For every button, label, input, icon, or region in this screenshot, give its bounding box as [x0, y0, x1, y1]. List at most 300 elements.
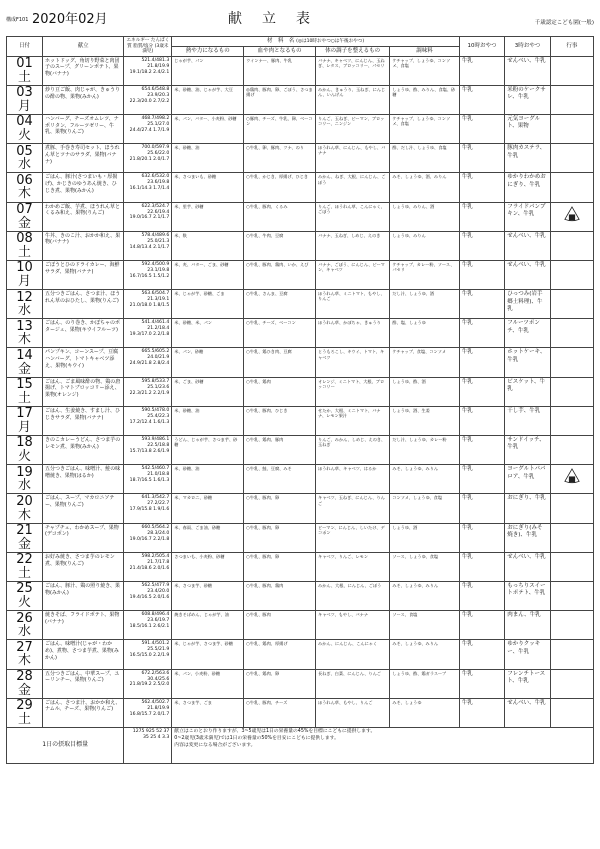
- weekday: 火: [17, 449, 31, 465]
- day-number: 04: [16, 114, 33, 130]
- green-foods-cell: ほうれん草、キャベツ、はるか: [316, 465, 390, 494]
- energy-cell: 590.5/478.0 25.4/22.3 17.2/12.4 1.6/1.3: [124, 406, 172, 435]
- red-foods-cell: ○牛乳、豚肉、鶏肉: [244, 581, 316, 610]
- am-snack-cell: 牛乳: [459, 377, 505, 406]
- green-foods-cell: ほうれん草、にんじん、もやし、バナナ: [316, 144, 390, 173]
- green-foods-cell: ほうれん草、ミニトマト、もやし、りんご: [316, 290, 390, 319]
- am-snack-cell: 牛乳: [459, 436, 505, 465]
- seasoning-cell: しょうゆ、酒、生姜: [390, 406, 459, 435]
- yellow-foods-cell: 米、麩: [172, 231, 244, 260]
- menu-cell: ごぼうとひのドライカレー、海鮮サラダ、果物(バナナ): [42, 260, 123, 289]
- pm-snack-cell: せんべい、牛乳: [505, 56, 551, 85]
- yellow-foods-cell: 米、砂糖、米、パン: [172, 319, 244, 348]
- date-cell: [7, 465, 43, 494]
- pm-snack-cell: 米粉のケークサレ、牛乳: [505, 85, 551, 114]
- menu-cell: パンプキン、コーンスープ、豆腐ハンバーグ、トマトキャベツ添え、果物(キウイ): [42, 348, 123, 377]
- col-event: 行事: [550, 37, 593, 57]
- day-number: 17: [16, 406, 33, 422]
- event-cell: [550, 523, 593, 552]
- energy-cell: 660.5/564.2 28.3/24.0 19.0/16.7 2.2/1.8: [124, 523, 172, 552]
- energy-cell: 542.5/460.7 21.0/18.8 18.7/16.5 1.6/1.3: [124, 465, 172, 494]
- day-row: [7, 494, 594, 523]
- event-cell: [550, 581, 593, 610]
- green-foods-cell: りんご、玉ねぎ、ピーマン、ブロッコリー、ニンジン: [316, 114, 390, 143]
- date-cell: [7, 698, 43, 727]
- red-foods-cell: ○牛乳、卵、豚肉、ツナ、のり: [244, 144, 316, 173]
- pm-snack-cell: ひっつみ(岩手郷土料理)、牛乳: [505, 290, 551, 319]
- yellow-foods-cell: 米、パン、バター、小麦粉、砂糖: [172, 114, 244, 143]
- event-cell: [550, 611, 593, 640]
- weekday: 土: [17, 711, 31, 727]
- am-snack-cell: 牛乳: [459, 231, 505, 260]
- event-cell: [550, 144, 593, 173]
- green-foods-cell: オレンジ、ミニトマト、大根、ブロッコリー: [316, 377, 390, 406]
- green-foods-cell: キャベツ、りんご、レモン: [316, 552, 390, 581]
- green-foods-cell: バナナ、キャベツ、にんじん、玉ねぎ、レタス、ブロッコリー、パセリ: [316, 56, 390, 85]
- am-snack-cell: 牛乳: [459, 348, 505, 377]
- menu-cell: ハンバーグ、チーズオムレツ、ナポリタン、フルーツゼリー、牛乳、果物(りんご): [42, 114, 123, 143]
- col-yellow: 熱や力になるもの: [172, 47, 244, 57]
- day-row: [7, 114, 594, 143]
- energy-cell: 578.4/489.6 25.0/21.3 14.8/13.4 2.1/1.7: [124, 231, 172, 260]
- energy-cell: 608.8/496.4 23.6/19.7 18.5/16.1 2.6/2.1: [124, 611, 172, 640]
- energy-cell: 598.2/505.4 21.7/17.8 21.4/18.6 2.0/1.6: [124, 552, 172, 581]
- seasoning-cell: しょうゆ、みりん: [390, 231, 459, 260]
- date-cell: [7, 260, 43, 289]
- pm-snack-cell: 干し芋、牛乳: [505, 406, 551, 435]
- energy-cell: 468.7/498.2 25.1/27.0 24.4/27.4 1.7/1.9: [124, 114, 172, 143]
- weekday: 月: [17, 98, 31, 114]
- weekday: 水: [17, 478, 31, 494]
- am-snack-cell: 牛乳: [459, 698, 505, 727]
- yellow-foods-cell: 米、さつま芋、ごま: [172, 698, 244, 727]
- yellow-foods-cell: 米、春雨、ごま油、砂糖: [172, 523, 244, 552]
- menu-cell: ごはん、ごま風味酢の物、鶏の唐揚げ、トマトブロッコリー添え、果物(オレンジ): [42, 377, 123, 406]
- red-foods-cell: ○牛乳、豚肉、卵: [244, 552, 316, 581]
- energy-cell: 641.3/542.7 27.2/22.7 17.9/15.8 1.9/1.6: [124, 494, 172, 523]
- weekday: 土: [17, 390, 31, 406]
- menu-cell: 五分つきごはん、味噌汁、鮭の味噌焼き、果物(はるか): [42, 465, 123, 494]
- am-snack-cell: 牛乳: [459, 85, 505, 114]
- rice-ball-icon: [563, 468, 581, 484]
- pm-snack-cell: おにぎり、牛乳: [505, 494, 551, 523]
- yellow-foods-cell: 米、パン、小麦粉、砂糖: [172, 669, 244, 698]
- menu-cell: 五分つきごはん、中華スープ、ユーリンチー、果物(りんご): [42, 669, 123, 698]
- green-foods-cell: キャベツ、玉ねぎ、にんじん、りんご: [316, 494, 390, 523]
- yellow-foods-cell: 米、じゃが芋、砂糖、ごま: [172, 290, 244, 319]
- day-number: 06: [16, 172, 33, 188]
- weekday: 土: [17, 565, 31, 581]
- menu-cell: わかめご飯、芋煮、ほうれん草とくるみ和え、果物(りんご): [42, 202, 123, 231]
- seasoning-cell: ソース、食塩: [390, 611, 459, 640]
- am-snack-cell: 牛乳: [459, 173, 505, 202]
- menu-cell: ごはん、スープ、マカロニソテー、果物(りんご): [42, 494, 123, 523]
- date-cell: [7, 640, 43, 669]
- event-cell: [550, 260, 593, 289]
- seasoning-cell: しょうゆ、みりん、酒: [390, 202, 459, 231]
- seasoning-cell: ケチャップ、食塩、コンソメ: [390, 348, 459, 377]
- seasoning-cell: 酢、塩、しょうゆ: [390, 319, 459, 348]
- energy-cell: 654.6/548.8 23.9/20.3 22.3/20.0 2.7/2.2: [124, 85, 172, 114]
- seasoning-cell: しょうゆ、酢、みりん、食塩、砂糖: [390, 85, 459, 114]
- weekday: 水: [17, 157, 31, 173]
- green-foods-cell: りんご、みかん、しめじ、えのき、玉ねぎ: [316, 436, 390, 465]
- menu-cell: ホットドッグ、角切り野菜と肉団子のスープ、グリーンポテト、果物(バナナ): [42, 56, 123, 85]
- day-row: [7, 377, 594, 406]
- col-red: 血や肉となるもの: [244, 47, 316, 57]
- green-foods-cell: みかん、ねぎ、大根、にんじん、ごぼう: [316, 173, 390, 202]
- event-cell: [550, 290, 593, 319]
- am-snack-cell: 牛乳: [459, 523, 505, 552]
- weekday: 土: [17, 244, 31, 260]
- seasoning-cell: しょうゆ、酒: [390, 523, 459, 552]
- pm-snack-cell: ヨーグルトパパロア、牛乳: [505, 465, 551, 494]
- yellow-foods-cell: 米、砂糖、油: [172, 465, 244, 494]
- seasoning-cell: みそ、しょうゆ: [390, 698, 459, 727]
- day-number: 07: [16, 202, 33, 217]
- day-number: 20: [16, 493, 33, 509]
- menu-cell: 牛丼、きのこ汁、おかか和え、果物(バナナ): [42, 231, 123, 260]
- energy-cell: 632.6/532.0 23.6/19.8 16.1/14.3 1.7/1.4: [124, 173, 172, 202]
- energy-cell: 622.3/524.7 22.6/19.4 19.0/16.7 2.1/1.7: [124, 202, 172, 231]
- event-cell: [550, 552, 593, 581]
- red-foods-cell: ○牛乳、鶏肉、卵: [244, 669, 316, 698]
- red-foods-cell: ◎鶏肉、豚肉、卵、ごぼう、さつま揚げ: [244, 85, 316, 114]
- weekday: 金: [17, 536, 31, 552]
- day-number: 12: [16, 289, 33, 305]
- date-cell: [7, 56, 43, 85]
- red-foods-cell: ○牛乳、鶏ひき肉、豆腐: [244, 348, 316, 377]
- weekday: 水: [17, 303, 31, 319]
- day-row: [7, 290, 594, 319]
- green-foods-cell: みかん、にんじん、こんにゃく: [316, 640, 390, 669]
- date-cell: [7, 494, 43, 523]
- date-cell: [7, 669, 43, 698]
- date-cell: [7, 202, 43, 231]
- seasoning-cell: だし汁、しょうゆ、カレー粉: [390, 436, 459, 465]
- day-number: 25: [16, 581, 33, 597]
- red-foods-cell: ○牛乳、豚肉、ひじき: [244, 406, 316, 435]
- col-menu: 献立: [42, 37, 123, 57]
- day-row: [7, 56, 594, 85]
- day-number: 03: [16, 85, 33, 101]
- menu-cell: 五分つきごはん、さつま汁、ほうれん草のおひたし、果物(りんご): [42, 290, 123, 319]
- event-cell: [550, 406, 593, 435]
- seasoning-cell: コンソメ、しょうゆ、食塩: [390, 494, 459, 523]
- red-foods-cell: ○牛乳、豚肉、卵: [244, 523, 316, 552]
- yellow-foods-cell: うどん、じゃが芋、さつま芋、砂糖: [172, 436, 244, 465]
- pm-snack-cell: せんべい、牛乳: [505, 260, 551, 289]
- red-foods-cell: ○牛乳、かじき、厚揚げ、ひじき: [244, 173, 316, 202]
- pm-snack-cell: サンドイッチ、牛乳: [505, 436, 551, 465]
- event-cell: [550, 348, 593, 377]
- col-green: 体の調子を整えるもの: [316, 47, 390, 57]
- red-foods-cell: ○牛乳、鮭、豆腐、みそ: [244, 465, 316, 494]
- am-snack-cell: 牛乳: [459, 144, 505, 173]
- event-cell: [550, 56, 593, 85]
- date-cell: [7, 523, 43, 552]
- yellow-foods-cell: 米、砂糖、油、じゃが芋、大豆: [172, 85, 244, 114]
- event-cell: [550, 319, 593, 348]
- day-row: [7, 231, 594, 260]
- summary-note: 内容は変更になる場合がございます。: [174, 742, 256, 748]
- day-number: 14: [16, 347, 33, 363]
- pm-snack-cell: せんべい、牛乳: [505, 698, 551, 727]
- green-foods-cell: 長ねぎ、白菜、にんじん、りんご: [316, 669, 390, 698]
- seasoning-cell: みそ、しょうゆ、みりん: [390, 581, 459, 610]
- date-cell: [7, 85, 43, 114]
- day-number: 26: [16, 610, 33, 626]
- pm-snack-cell: フルーツポンチ、牛乳: [505, 319, 551, 348]
- yellow-foods-cell: 米、じゃが芋、さつま芋、砂糖: [172, 640, 244, 669]
- col-pm-snack: 3時おやつ: [505, 37, 551, 57]
- am-snack-cell: 牛乳: [459, 202, 505, 231]
- green-foods-cell: ほうれん草、かぼちゃ、きゅうり: [316, 319, 390, 348]
- red-foods-cell: ○牛乳、豚肉: [244, 611, 316, 640]
- seasoning-cell: しょうゆ、酢、鶏ガラスープ: [390, 669, 459, 698]
- seasoning-cell: だし汁、しょうゆ、酒: [390, 290, 459, 319]
- day-number: 05: [16, 143, 33, 159]
- yellow-foods-cell: 米、パン、砂糖: [172, 348, 244, 377]
- am-snack-cell: 牛乳: [459, 56, 505, 85]
- seasoning-cell: ソース、しょうゆ、食塩: [390, 552, 459, 581]
- day-number: 13: [16, 318, 33, 334]
- am-snack-cell: 牛乳: [459, 581, 505, 610]
- date-cell: [7, 611, 43, 640]
- date-cell: [7, 114, 43, 143]
- date-cell: [7, 348, 43, 377]
- day-row: [7, 348, 594, 377]
- energy-cell: 591.4/501.2 25.5/21.9 16.5/15.0 2.2/1.9: [124, 640, 172, 669]
- pm-snack-cell: もっちりスイートポテト、牛乳: [505, 581, 551, 610]
- day-number: 01: [16, 56, 33, 72]
- green-foods-cell: せたか、大根、ミニトマト、バナナ、レモン果汁: [316, 406, 390, 435]
- seasoning-cell: ケチャップ、しょうゆ、コンソメ、食塩: [390, 56, 459, 85]
- red-foods-cell: ウインナー、豚肉、牛乳: [244, 56, 316, 85]
- yellow-foods-cell: 米、麦、バター、ごま、砂糖: [172, 260, 244, 289]
- page-title: 献立表: [228, 11, 330, 27]
- yellow-foods-cell: 米、砂糖、油: [172, 144, 244, 173]
- yellow-foods-cell: じゃが芋、パン: [172, 56, 244, 85]
- weekday: 木: [17, 507, 31, 523]
- pm-snack-cell: ゆかりクッキー、牛乳: [505, 640, 551, 669]
- energy-cell: 563.6/504.7 21.3/19.1 21.0/18.0 1.8/1.5: [124, 290, 172, 319]
- yellow-foods-cell: 米、砂糖、油: [172, 406, 244, 435]
- col-energy: エネルギー たんぱく質 脂質/塩分 (3歳未満児): [124, 37, 172, 57]
- day-row: [7, 669, 594, 698]
- red-foods-cell: ○牛乳、牛肉、豆腐: [244, 231, 316, 260]
- seasoning-cell: みそ、しょうゆ、酒、みりん: [390, 173, 459, 202]
- day-row: [7, 523, 594, 552]
- event-cell: [550, 85, 593, 114]
- day-number: 21: [16, 523, 33, 539]
- menu-cell: お好み焼き、さつま芋のレモン煮、果物(りんご): [42, 552, 123, 581]
- col-seasoning: 調味料: [390, 47, 459, 57]
- day-row: [7, 436, 594, 465]
- menu-cell: きのこカレーうどん、さつま芋のレモン煮、果物(みかん): [42, 436, 123, 465]
- day-number: 19: [16, 464, 33, 480]
- weekday: 月: [17, 419, 31, 435]
- event-cell: [550, 494, 593, 523]
- date-cell: [7, 406, 43, 435]
- am-snack-cell: 牛乳: [459, 611, 505, 640]
- event-cell: [550, 202, 593, 231]
- red-foods-cell: ○牛乳、豚肉、卵: [244, 494, 316, 523]
- menu-cell: ごはん、のり巻き、かぼちゃのポタージュ、果物(キウイフルーツ): [42, 319, 123, 348]
- summary-notes: [172, 727, 594, 763]
- seasoning-cell: しょうゆ、酢、酒: [390, 377, 459, 406]
- red-foods-cell: ○牛乳、鶏肉、豚肉: [244, 436, 316, 465]
- day-row: [7, 144, 594, 173]
- menu-table: [6, 36, 594, 764]
- event-cell: [550, 114, 593, 143]
- yellow-foods-cell: 米、マカロニ、砂糖: [172, 494, 244, 523]
- sheet-header: [6, 6, 594, 32]
- kindergarten-name: 千歳認定こども園(一般): [534, 20, 594, 26]
- summary-label: 1日の摂取目標量: [7, 727, 124, 763]
- menu-cell: ごはん、さつま汁、おかか和え、ナムル、チーズ、果物(りんご): [42, 698, 123, 727]
- green-foods-cell: とうもろこし、キウイ、トマト、キャベツ: [316, 348, 390, 377]
- weekday: 金: [17, 682, 31, 698]
- seasoning-cell: 酢、だし汁、しょうゆ、食塩: [390, 144, 459, 173]
- event-cell: [550, 436, 593, 465]
- weekday: 土: [17, 69, 31, 85]
- menu-cell: 炒り豆ご飯、肉じゃが、きゅうりの酢の物、果物(みかん): [42, 85, 123, 114]
- date-cell: [7, 231, 43, 260]
- menu-cell: ごはん、味噌汁(じゃが・わかめ)、煮物、さつま芋煮、果物(みかん): [42, 640, 123, 669]
- col-materials: 材 料 名 (◎は10時おやつ○は午後おやつ): [172, 37, 459, 47]
- seasoning-cell: ケチャップ、カレー粉、ソース、パセリ: [390, 260, 459, 289]
- pm-snack-cell: おにぎり(みそ焼き)、牛乳: [505, 523, 551, 552]
- day-row: [7, 698, 594, 727]
- green-foods-cell: ほうれん草、もやし、りんご: [316, 698, 390, 727]
- energy-cell: 672.2/563.6 30.4/25.6 21.8/19.2 2.5/2.0: [124, 669, 172, 698]
- energy-cell: 521.4/481.3 21.8/19.9 19.1/18.2 2.4/2.1: [124, 56, 172, 85]
- pm-snack-cell: フレンチトースト、牛乳: [505, 669, 551, 698]
- event-cell: [550, 640, 593, 669]
- day-number: 28: [16, 669, 33, 684]
- rice-ball-icon: [563, 206, 581, 222]
- event-cell: [550, 698, 593, 727]
- day-row: [7, 406, 594, 435]
- col-am-snack: 10時おやつ: [459, 37, 505, 57]
- day-number: 10: [16, 260, 33, 276]
- weekday: 木: [17, 332, 31, 348]
- pm-snack-cell: フライドパンプキン、牛乳: [505, 202, 551, 231]
- am-snack-cell: 牛乳: [459, 114, 505, 143]
- summary-values: 1275 925 52 37 35 25 4 3.3: [124, 727, 172, 763]
- pm-snack-cell: 肉まん、牛乳: [505, 611, 551, 640]
- summary-note: 献立はこのとおり作りますが、3~5歳児は1日の栄養量の45%を目標にこどもに提供します。: [174, 728, 376, 734]
- am-snack-cell: 牛乳: [459, 406, 505, 435]
- day-number: 22: [16, 552, 33, 568]
- menu-cell: チャプチェ、わかめスープ、果物(デコポン): [42, 523, 123, 552]
- menu-cell: ごはん、豚汁(さつまいも・厚揚げ)、かじきのゆうあん焼き、ひじき煮、果物(みかん): [42, 173, 123, 202]
- green-foods-cell: バナナ、玉ねぎ、しめじ、えのき: [316, 231, 390, 260]
- date-cell: [7, 436, 43, 465]
- am-snack-cell: 牛乳: [459, 494, 505, 523]
- event-cell: [550, 377, 593, 406]
- day-row: [7, 85, 594, 114]
- menu-cell: 煮豚、手巻き寿司セット、ほうれん草とツナのサラダ、果物(バナナ): [42, 144, 123, 173]
- red-foods-cell: ○牛乳、豚肉、くるみ: [244, 202, 316, 231]
- day-number: 29: [16, 698, 33, 714]
- date-cell: [7, 552, 43, 581]
- date-cell: [7, 144, 43, 173]
- am-snack-cell: 牛乳: [459, 465, 505, 494]
- green-foods-cell: みかん、大根、にんじん、ごぼう: [316, 581, 390, 610]
- weekday: 金: [17, 361, 31, 377]
- pm-snack-cell: せんべい、牛乳: [505, 552, 551, 581]
- menu-cell: ごはん、豚汁、鶏の照り焼き、果物(みかん): [42, 581, 123, 610]
- yellow-foods-cell: さつまいも、小麦粉、砂糖: [172, 552, 244, 581]
- am-snack-cell: 牛乳: [459, 640, 505, 669]
- form-code: 構成F101: [6, 17, 29, 23]
- seasoning-cell: みそ、しょうゆ、みりん: [390, 465, 459, 494]
- event-cell: [550, 669, 593, 698]
- day-number: 08: [16, 231, 33, 247]
- event-cell: [550, 465, 593, 494]
- energy-cell: 562.4/502.7 21.8/19.9 16.8/15.7 2.0/1.7: [124, 698, 172, 727]
- menu-cell: ごはん、生姜焼き、すまし汁、ひじきサラダ、果物(バナナ): [42, 406, 123, 435]
- green-foods-cell: りんご、ほうれん草、こんにゃく、ごぼう: [316, 202, 390, 231]
- yellow-foods-cell: 米、さつまいも、砂糖: [172, 173, 244, 202]
- am-snack-cell: 牛乳: [459, 260, 505, 289]
- green-foods-cell: ピーマン、にんじん、しいたけ、デコポン: [316, 523, 390, 552]
- col-date: 日付: [7, 37, 43, 57]
- pm-snack-cell: ビスケット、牛乳: [505, 377, 551, 406]
- energy-cell: 700.0/597.9 25.6/22.0 21.8/20.1 2.0/1.7: [124, 144, 172, 173]
- date-cell: [7, 377, 43, 406]
- red-foods-cell: ○牛乳、チーズ、ベーコン: [244, 319, 316, 348]
- day-row: [7, 611, 594, 640]
- event-cell: [550, 231, 593, 260]
- am-snack-cell: 牛乳: [459, 552, 505, 581]
- day-row: [7, 552, 594, 581]
- energy-cell: 592.4/500.9 23.1/19.8 16.7/16.5 1.5/1.2: [124, 260, 172, 289]
- pm-snack-cell: 豚肉カステラ、牛乳: [505, 144, 551, 173]
- menu-cell: 焼きそば、フライドポテト、果物(バナナ): [42, 611, 123, 640]
- weekday: 火: [17, 595, 31, 611]
- yellow-foods-cell: 米、里芋、砂糖: [172, 202, 244, 231]
- green-foods-cell: みかん、きゅうり、玉ねぎ、にんじん、いんげん: [316, 85, 390, 114]
- weekday: 月: [17, 274, 31, 289]
- yellow-foods-cell: 米、さつま芋、砂糖: [172, 581, 244, 610]
- red-foods-cell: ○牛乳、さんま、豆腐: [244, 290, 316, 319]
- red-foods-cell: ○牛乳、鶏肉、厚揚げ: [244, 640, 316, 669]
- day-row: [7, 581, 594, 610]
- am-snack-cell: 牛乳: [459, 290, 505, 319]
- energy-cell: 595.8/533.7 25.1/23.6 22.3/21.2 2.2/1.9: [124, 377, 172, 406]
- date-cell: [7, 173, 43, 202]
- energy-cell: 541.4/461.4 21.2/18.4 19.3/17.0 2.2/1.8: [124, 319, 172, 348]
- yellow-foods-cell: 米、ごま、砂糖: [172, 377, 244, 406]
- red-foods-cell: ○牛乳、豚肉、チーズ: [244, 698, 316, 727]
- day-number: 27: [16, 639, 33, 655]
- red-foods-cell: ○牛乳、豚肉、鶏肉、いか、えび: [244, 260, 316, 289]
- day-number: 18: [16, 435, 33, 451]
- date-cell: [7, 319, 43, 348]
- yellow-foods-cell: 焼きそばめん、じゃが芋、油: [172, 611, 244, 640]
- day-row: [7, 640, 594, 669]
- green-foods-cell: キャベツ、もやし、バナナ: [316, 611, 390, 640]
- day-row: [7, 319, 594, 348]
- date-cell: [7, 290, 43, 319]
- energy-cell: 665.5/605.2 24.0/21.9 24.9/21.8 2.8/2.4: [124, 348, 172, 377]
- day-row: [7, 465, 594, 494]
- energy-cell: 593.9/486.1 22.5/18.8 15.7/13.8 2.6/1.9: [124, 436, 172, 465]
- event-cell: [550, 173, 593, 202]
